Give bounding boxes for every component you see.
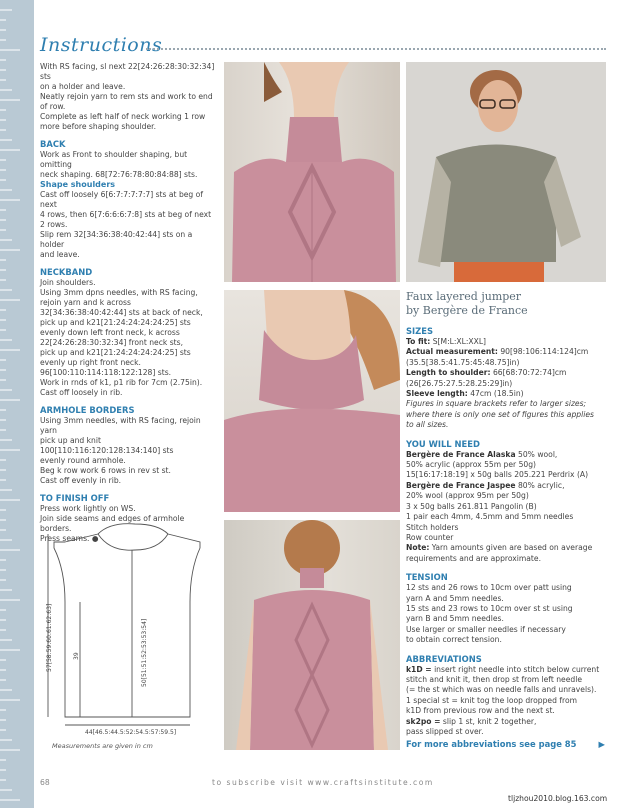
title-dotted-rule	[146, 48, 606, 50]
page-number: 68	[40, 778, 50, 787]
text-line: 22[24:26:28:30:32:34] front neck sts,	[40, 338, 184, 347]
abbr-line: k1D = insert right needle into stitch below current	[406, 664, 600, 674]
more-abbreviations-link[interactable]: For more abbreviations see page 85 ▶	[406, 739, 605, 750]
section-heading-finish: TO FINISH OFF	[40, 493, 110, 503]
abbr-line: stitch and knit it, then drop st from left needle	[406, 674, 582, 684]
photo-back-view	[224, 520, 400, 750]
text-line: and leave.	[40, 250, 80, 259]
text-line: Work as Front to shoulder shaping, but omitting	[40, 150, 188, 169]
need-line: 1 pair each 4mm, 4.5mm and 5mm needles	[406, 512, 574, 522]
abbr-line: k1D from previous row and the next st.	[406, 706, 555, 716]
need-line: 20% wool (approx 95m per 50g)	[406, 491, 529, 501]
photo-back-view-art	[224, 520, 400, 750]
section-heading-neckband: NECKBAND	[40, 267, 93, 277]
abbr-line: (= the st which was on needle falls and unravels).	[406, 685, 597, 695]
tension-line: Use larger or smaller needles if necessary	[406, 624, 566, 634]
subscribe-footer: to subscribe visit www.craftsinstitute.com	[212, 778, 434, 787]
text-line: more before shaping shoulder.	[40, 122, 157, 131]
neckline	[98, 534, 168, 550]
text-line: Beg k row work 6 rows in rev st st.	[40, 466, 171, 475]
section-heading-sizes: SIZES	[406, 326, 433, 336]
photo-neck-detail-art	[224, 290, 400, 512]
need-line: 50% acrylic (approx 55m per 50g)	[406, 460, 537, 470]
text-line: Neatly rejoin yarn to rem sts and work to end	[40, 92, 213, 101]
sizes-note: where there is only one set of figures this applies	[406, 409, 594, 419]
tension-line: 12 sts and 26 rows to 10cm over patt using	[406, 583, 572, 593]
width-label: 44[46.5:44.5:52:54.5:57:59.5]	[85, 729, 177, 736]
photo-neck-detail	[224, 290, 400, 512]
instructions-column	[40, 62, 218, 544]
text-line: Press work lightly on WS.	[40, 504, 136, 513]
front-text	[40, 62, 218, 132]
garment-outline	[54, 524, 200, 717]
sizes-note: Figures in square brackets refer to larger sizes;	[406, 399, 587, 409]
text-line: 32[34:36:38:40:42:44] sts at back of neck,	[40, 308, 203, 317]
need-line: Bergère de France Jaspee 80% acrylic,	[406, 480, 565, 490]
need-line: 15[16:17:18:19] x 50g balls 205.221 Perdrix (A)	[406, 470, 589, 480]
need-line: Stitch holders	[406, 522, 459, 532]
pattern-designer: by Bergère de France	[406, 304, 528, 317]
section-heading-you-will-need: YOU WILL NEED	[406, 438, 480, 449]
text-line: evenly down left front neck, k across	[40, 328, 180, 337]
text-line: 96[100:110:114:118:122:128] sts.	[40, 368, 172, 377]
text-line: Join side seams and edges of armhole borders.	[40, 514, 185, 533]
sizes-note: to all sizes.	[406, 420, 449, 430]
side-ruler	[0, 0, 34, 808]
subheading-shape-shoulders: Shape shoulders	[40, 180, 116, 189]
section-heading-armhole: ARMHOLE BORDERS	[40, 405, 135, 415]
need-line: requirements and are approximate.	[406, 553, 541, 563]
text-line: Using 3mm dpns needles, with RS facing,	[40, 288, 198, 297]
need-line: Row counter	[406, 532, 454, 542]
tension-line: 15 sts and 23 rows to 10cm over st st using	[406, 603, 573, 613]
ruler-ticks	[0, 0, 34, 808]
text-line: Cast off evenly in rib.	[40, 476, 122, 485]
section-heading-back: BACK	[40, 139, 66, 149]
photo-pink-top-front-art	[224, 62, 400, 282]
tension-line: yarn B and 5mm needles.	[406, 614, 504, 624]
section-heading-tension: TENSION	[406, 572, 448, 583]
text-line: Cast off loosely in rib.	[40, 388, 123, 397]
pattern-details	[406, 290, 606, 751]
text-line: evenly round armhole.	[40, 456, 126, 465]
page-title: Instructions	[40, 34, 163, 56]
height-label: 57[58:59:60:61:62:63]	[46, 603, 53, 672]
need-line: Note: Yarn amounts given are based on average	[406, 543, 593, 553]
length-label: 50[51:51:52:53:53:54]	[141, 618, 148, 687]
text-line: rejoin yarn and k across	[40, 298, 131, 307]
size-line: Sleeve length: 47cm (18.5in)	[406, 389, 524, 399]
abbr-line: sk2po = slip 1 st, knit 2 together,	[406, 716, 537, 726]
tension-line: yarn A and 5mm needles.	[406, 593, 504, 603]
tension-line: to obtain correct tension.	[406, 635, 502, 645]
text-line: of row.	[40, 102, 66, 111]
section-heading-abbreviations: ABBREVIATIONS	[406, 653, 482, 664]
photo-pink-top-front	[224, 62, 400, 282]
abbr-line: 1 special st = knit tog the loop dropped from	[406, 695, 577, 705]
text-line: With RS facing, sl next 22[24:26:28:30:32:34] sts	[40, 62, 215, 81]
text-line: evenly up right front neck.	[40, 358, 141, 367]
size-line: (26[26.75:27.5:28.25:29]in)	[406, 378, 513, 388]
text-line: Complete as left half of neck working 1 row	[40, 112, 206, 121]
armhole-label: 39	[73, 652, 80, 660]
size-line: Length to shoulder: 66[68:70:72:74]cm	[406, 368, 567, 378]
garment-schematic	[40, 512, 210, 762]
text-line: neck shaping. 68[72:76:78:80:84:88] sts.	[40, 170, 198, 179]
text-line: Join shoulders.	[40, 278, 96, 287]
arrow-right-icon: ▶	[598, 739, 605, 750]
text-line: 2 rows.	[40, 220, 68, 229]
text-line: pick up and k21[21:24:24:24:24:25] sts	[40, 318, 191, 327]
photo-faux-layered-jumper-art	[406, 62, 606, 282]
text-line: Using 3mm needles, with RS facing, rejoin yarn	[40, 416, 201, 435]
text-line: on a holder and leave.	[40, 82, 126, 91]
text-line: Slip rem 32[34:36:38:40:42:44] sts on a holder	[40, 230, 193, 249]
text-line: pick up and knit 100[110:116:120:128:134:140] sts	[40, 436, 174, 455]
size-line: To fit: S[M:L:XL:XXL]	[406, 337, 487, 346]
size-line: (35.5[38.5:41.75:45:48.75]in)	[406, 357, 520, 367]
photo-faux-layered-jumper	[406, 62, 606, 282]
need-line: 3 x 50g balls 261.811 Pangolin (B)	[406, 501, 537, 511]
measurements-note: Measurements are given in cm	[52, 742, 153, 750]
text-line: Cast off loosely 6[6:7:7:7:7:7] sts at beg of next	[40, 190, 203, 209]
size-line: Actual measurement: 90[98:106:114:124]cm	[406, 347, 589, 357]
text-line: 4 rows, then 6[7:6:6:6:7:8] sts at beg of next	[40, 210, 212, 219]
text-line: Work in rnds of k1, p1 rib for 7cm (2.75in).	[40, 378, 203, 387]
watermark: tljzhou2010.blog.163.com	[508, 794, 608, 803]
pattern-title: Faux layered jumper	[406, 290, 522, 303]
need-line: Bergère de France Alaska 50% wool,	[406, 449, 558, 459]
text-line: Press seams. ●	[40, 534, 99, 543]
text-line: pick up and k21[21:24:24:24:24:25] sts	[40, 348, 191, 357]
abbr-line: pass slipped st over.	[406, 727, 484, 736]
